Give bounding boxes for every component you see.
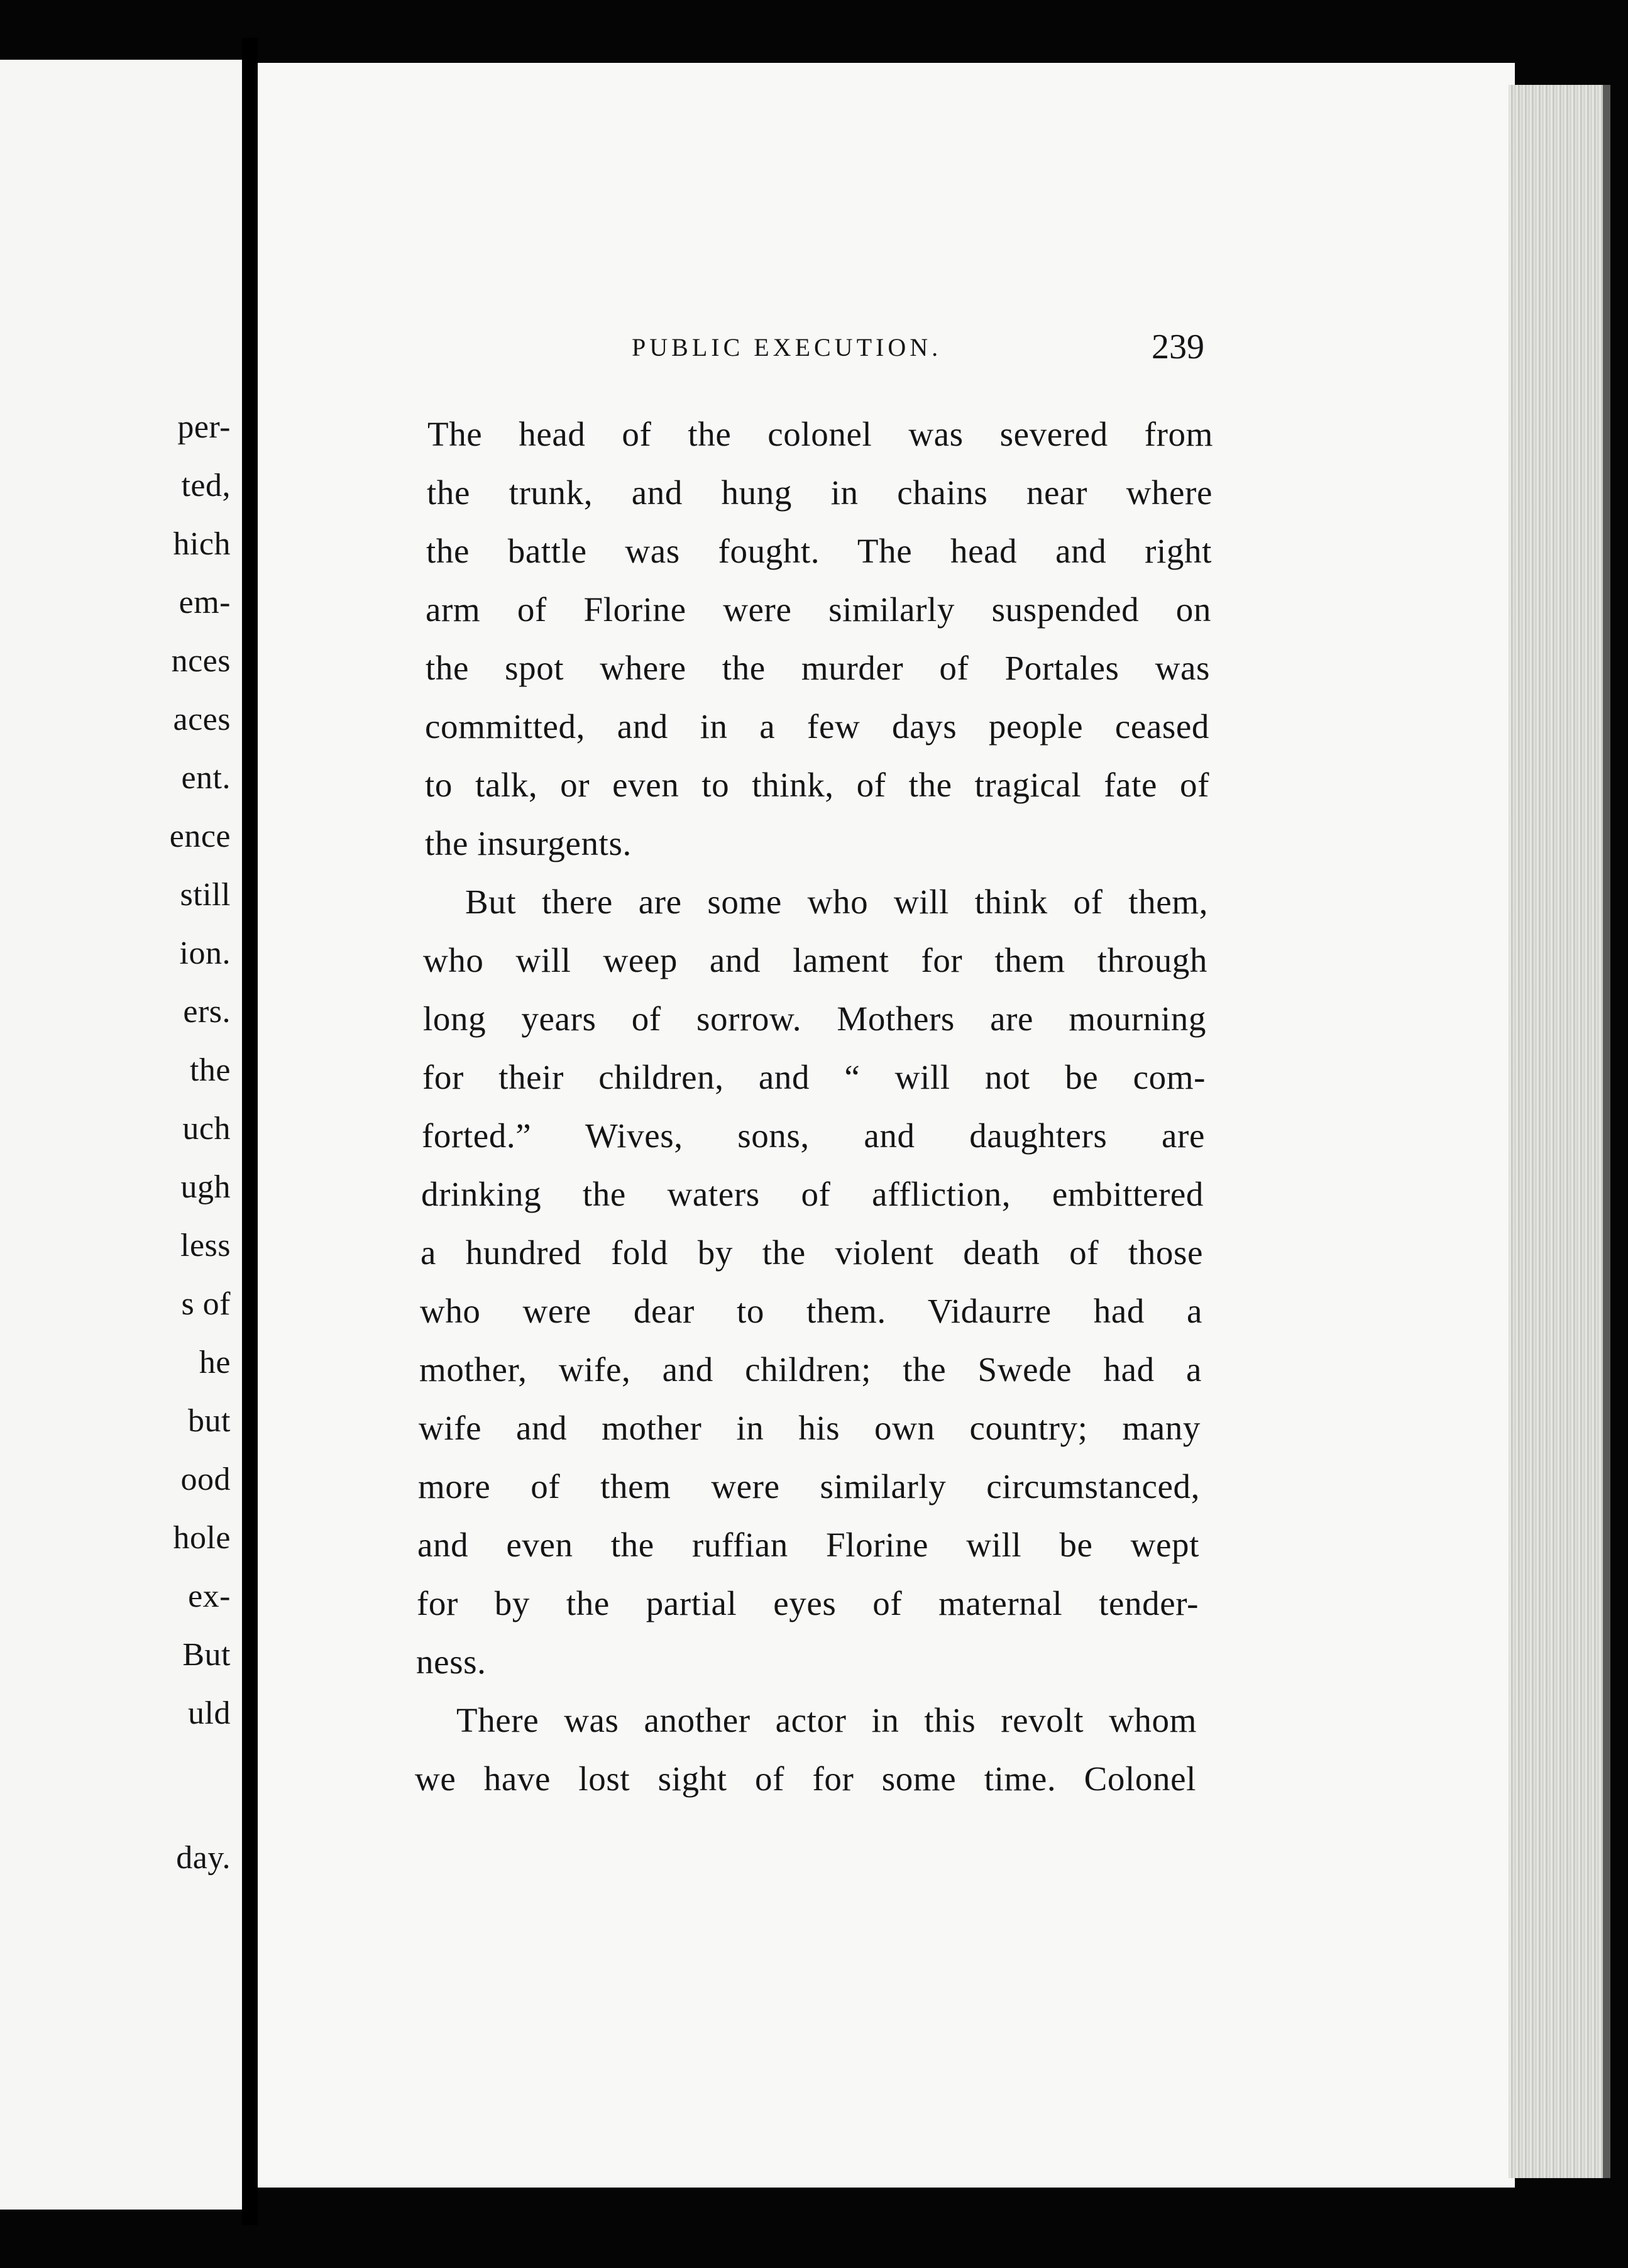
text-line: the battle was fought. The head and right — [426, 532, 1212, 570]
left-line: ion. — [179, 935, 231, 971]
text-line: wife and mother in his own country; many — [419, 1409, 1201, 1447]
text-line: more of them were similarly circumstanced, — [418, 1467, 1200, 1506]
left-line: s of — [181, 1286, 231, 1322]
page-edge-stack — [1509, 85, 1606, 2178]
text-line: the insurgents. — [425, 824, 632, 862]
left-line: ent. — [181, 760, 231, 796]
text-line: ness. — [416, 1643, 487, 1681]
left-line: he — [199, 1345, 231, 1380]
left-line: less — [180, 1228, 231, 1263]
text-line: committed, and in a few days people ceased — [425, 707, 1209, 746]
left-facing-page — [0, 60, 242, 2210]
left-line: ence — [169, 818, 231, 854]
text-line: drinking the waters of affliction, embittered — [421, 1175, 1204, 1213]
page-edge-shadow — [1603, 85, 1610, 2178]
text-line: and even the ruffian Florine will be wept — [417, 1526, 1199, 1564]
left-line: still — [180, 877, 231, 913]
left-line: uch — [182, 1111, 231, 1147]
left-line: but — [188, 1403, 231, 1439]
text-line: who will weep and lament for them through — [423, 941, 1207, 979]
left-line: hich — [173, 526, 231, 562]
left-line: ood — [180, 1462, 231, 1497]
book-gutter — [242, 38, 258, 2225]
left-line: nces — [171, 643, 231, 679]
page-number: 239 — [1152, 328, 1204, 366]
running-head: PUBLIC EXECUTION. — [632, 333, 942, 361]
left-line: the — [189, 1052, 231, 1088]
left-line: ex- — [188, 1578, 231, 1614]
left-line: But — [182, 1637, 231, 1673]
text-line: a hundred fold by the violent death of those — [421, 1233, 1203, 1272]
text-line: There was another actor in this revolt whom — [456, 1701, 1197, 1739]
text-line: But there are some who will think of them, — [465, 883, 1208, 921]
text-line: arm of Florine were similarly suspended on — [426, 590, 1211, 629]
text-line: we have lost sight of for some time. Colonel — [415, 1759, 1196, 1798]
left-line: ted, — [181, 468, 231, 504]
left-line: ugh — [180, 1169, 231, 1205]
left-line: uld — [188, 1695, 231, 1731]
text-line: for their children, and “ will not be com- — [422, 1058, 1206, 1096]
text-line: to talk, or even to think, of the tragical fate of — [425, 766, 1209, 804]
left-line: per- — [177, 409, 231, 445]
text-line: The head of the colonel was severed from — [427, 415, 1213, 453]
left-line: aces — [173, 702, 231, 737]
text-line: forted.” Wives, sons, and daughters are — [422, 1116, 1205, 1155]
text-line: long years of sorrow. Mothers are mourning — [423, 999, 1206, 1038]
text-line: the spot where the murder of Portales was — [426, 649, 1210, 687]
left-line: ers. — [183, 994, 231, 1030]
text-line: mother, wife, and children; the Swede had a — [419, 1350, 1202, 1389]
left-line: em- — [179, 585, 231, 620]
left-line: day. — [176, 1840, 231, 1876]
text-line: the trunk, and hung in chains near where — [427, 473, 1213, 512]
left-line: hole — [173, 1520, 231, 1556]
text-line: for by the partial eyes of maternal tender- — [417, 1584, 1199, 1622]
text-line: who were dear to them. Vidaurre had a — [420, 1292, 1202, 1330]
